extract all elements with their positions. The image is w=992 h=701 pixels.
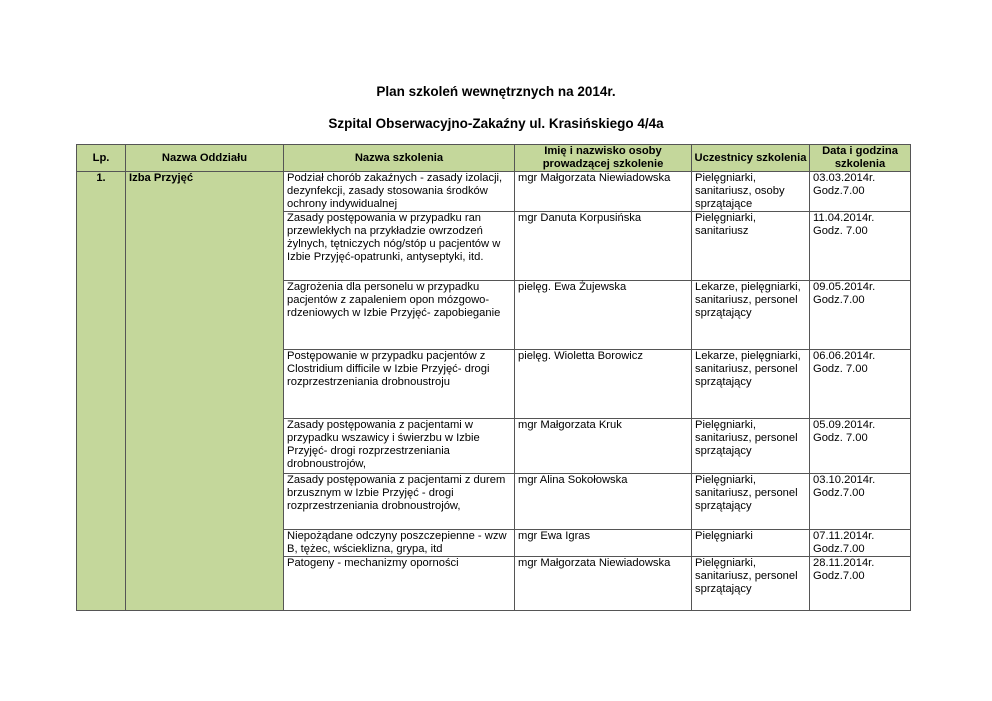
- document-title: Plan szkoleń wewnętrznych na 2014r.: [376, 84, 616, 99]
- department-name: Izba Przyjęć: [126, 172, 284, 611]
- header-szkolenie: Nazwa szkolenia: [284, 145, 515, 172]
- training-name: Postępowanie w przypadku pacjentów z Clostridium difficile w Izbie Przyjęć- drogi rozprzestrzeniania drobnoustroju: [284, 350, 515, 419]
- participants: Pielęgniarki: [692, 530, 810, 557]
- trainer-name: mgr Danuta Korpusińska: [515, 212, 692, 281]
- trainer-name: mgr Małgorzata Niewiadowska: [515, 172, 692, 212]
- header-prowadzacy: Imię i nazwisko osoby prowadzącej szkolenie: [515, 145, 692, 172]
- header-data: Data i godzina szkolenia: [810, 145, 911, 172]
- date-time: 03.10.2014r. Godz.7.00: [810, 474, 911, 530]
- trainer-name: mgr Ewa Igras: [515, 530, 692, 557]
- participants: Pielęgniarki, sanitariusz: [692, 212, 810, 281]
- date-time: 07.11.2014r. Godz.7.00: [810, 530, 911, 557]
- trainer-name: mgr Małgorzata Niewiadowska: [515, 557, 692, 611]
- header-lp: Lp.: [77, 145, 126, 172]
- document-subtitle: Szpital Obserwacyjno-Zakaźny ul. Krasińskiego 4/4a: [328, 116, 664, 131]
- participants: Lekarze, pielęgniarki, sanitariusz, personel sprzątający: [692, 281, 810, 350]
- header-oddzial: Nazwa Oddziału: [126, 145, 284, 172]
- trainer-name: mgr Alina Sokołowska: [515, 474, 692, 530]
- header-uczestnicy: Uczestnicy szkolenia: [692, 145, 810, 172]
- date-time: 03.03.2014r. Godz.7.00: [810, 172, 911, 212]
- trainer-name: pielęg. Ewa Żujewska: [515, 281, 692, 350]
- training-name: Podział chorób zakaźnych - zasady izolacji, dezynfekcji, zasady stosowania środków ochrony indywidualnej: [284, 172, 515, 212]
- participants: Pielęgniarki, sanitariusz, personel sprzątający: [692, 557, 810, 611]
- participants: Pielęgniarki, sanitariusz, osoby sprzątające: [692, 172, 810, 212]
- training-plan-table: [76, 144, 911, 611]
- training-name: Zasady postępowania z pacjentami w przypadku wszawicy i świerzbu w Izbie Przyjęć- drogi rozprzestrzeniania drobnoustrojów,: [284, 419, 515, 474]
- participants: Lekarze, pielęgniarki, sanitariusz, personel sprzątający: [692, 350, 810, 419]
- date-time: 06.06.2014r. Godz. 7.00: [810, 350, 911, 419]
- training-name: Niepożądane odczyny poszczepienne - wzw B, tężec, wścieklizna, grypa, itd: [284, 530, 515, 557]
- training-name: Zasady postępowania w przypadku ran przewlekłych na przykładzie owrzodzeń żylnych, tętniczych nóg/stóp u pacjentów w Izbie Przyjęć-opatrunki, antyseptyki, itd.: [284, 212, 515, 281]
- training-name: Zagrożenia dla personelu w przypadku pacjentów z zapaleniem opon mózgowo-rdzeniowych w Izbie Przyjęć- zapobieganie: [284, 281, 515, 350]
- participants: Pielęgniarki, sanitariusz, personel sprzątający: [692, 419, 810, 474]
- date-time: 28.11.2014r. Godz.7.00: [810, 557, 911, 611]
- participants: Pielęgniarki, sanitariusz, personel sprzątający: [692, 474, 810, 530]
- trainer-name: mgr Małgorzata Kruk: [515, 419, 692, 474]
- training-name: Patogeny - mechanizmy oporności: [284, 557, 515, 611]
- training-name: Zasady postępowania z pacjentami z durem brzusznym w Izbie Przyjęć - drogi rozprzestrzeniania drobnoustrojów,: [284, 474, 515, 530]
- trainer-name: pielęg. Wioletta Borowicz: [515, 350, 692, 419]
- row-number: 1.: [77, 172, 126, 611]
- date-time: 05.09.2014r. Godz. 7.00: [810, 419, 911, 474]
- table-header-row: [77, 145, 911, 172]
- table-row: [77, 172, 911, 212]
- date-time: 11.04.2014r. Godz. 7.00: [810, 212, 911, 281]
- date-time: 09.05.2014r. Godz.7.00: [810, 281, 911, 350]
